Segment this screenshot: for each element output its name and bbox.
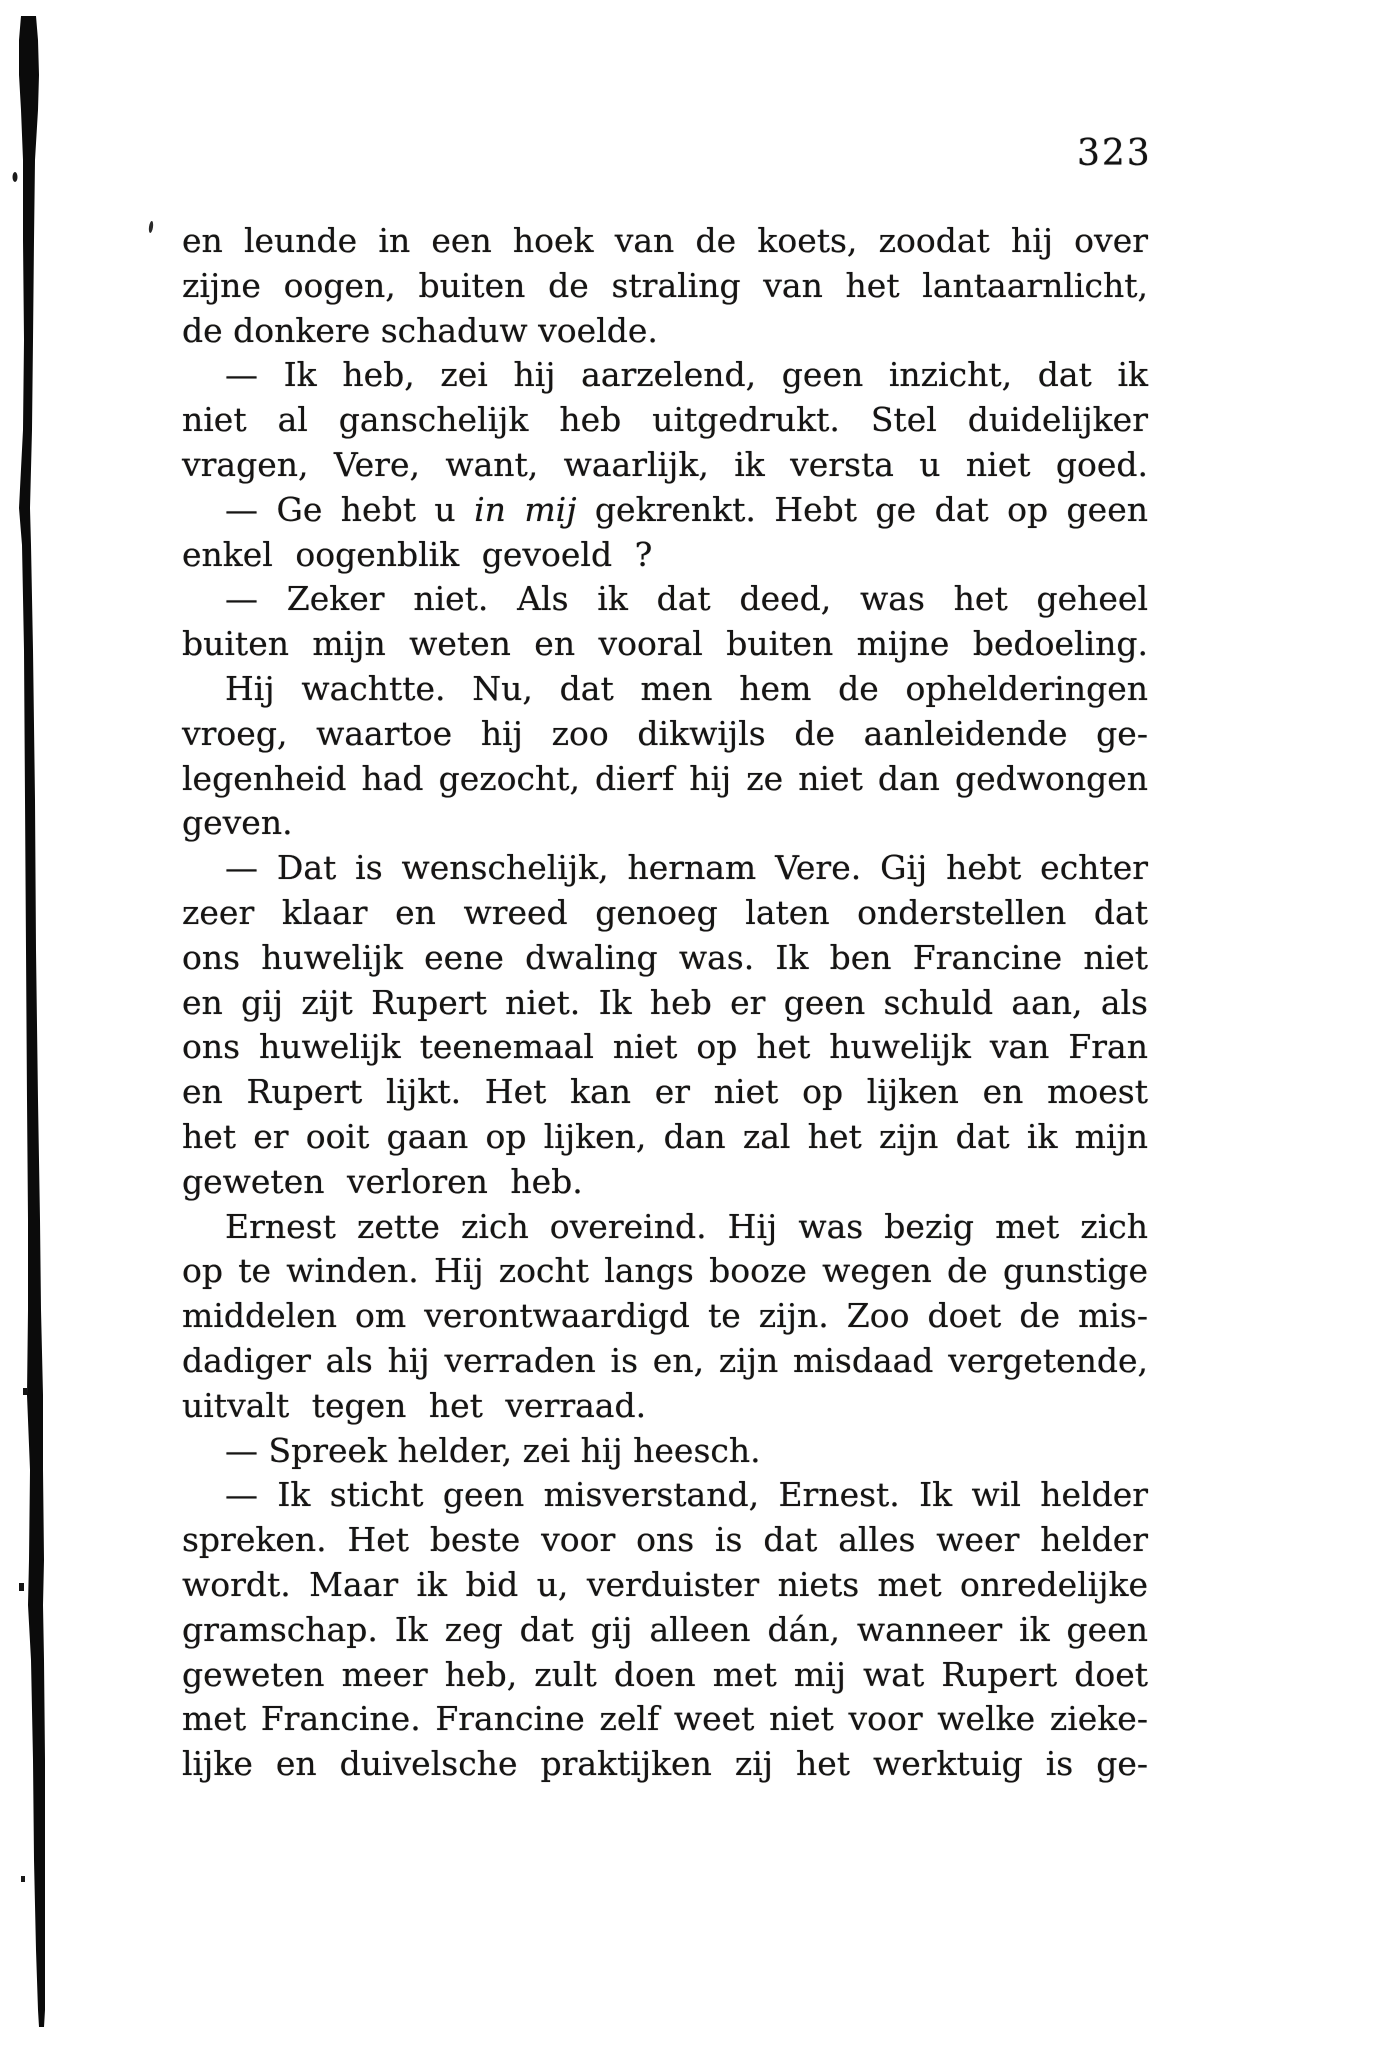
text-line: niet al ganschelijk heb uitgedrukt. Stel duidelijker xyxy=(182,400,1148,440)
text-line: vroeg, waartoe hij zoo dikwijls de aanleidende ge- xyxy=(182,713,1148,753)
text-line xyxy=(182,488,1148,533)
text-line: geweten verloren heb. xyxy=(182,1161,583,1201)
text-line: — Ik sticht geen misverstand, Ernest. Ik wil helder xyxy=(225,1475,1148,1515)
text-line: Ernest zette zich overeind. Hij was bezig met zich xyxy=(225,1206,1148,1246)
text-line: — Spreek helder, zei hij heesch. xyxy=(225,1430,761,1470)
text-line: zeer klaar en wreed genoeg laten onderstellen dat xyxy=(182,892,1148,932)
text-line: ons huwelijk eene dwaling was. Ik ben Francine niet xyxy=(182,937,1148,977)
text-line: en leunde in een hoek van de koets, zoodat hij over xyxy=(182,221,1148,260)
margin-ink-speck xyxy=(145,218,157,236)
text-line: vragen, Vere, want, waarlijk, ik versta u niet goed. xyxy=(182,444,1148,484)
text-line: — Ik heb, zei hij aarzelend, geen inzicht, dat ik xyxy=(225,355,1148,395)
text-line: buiten mijn weten en vooral buiten mijne bedoeling. xyxy=(182,624,1148,664)
text-line: met Francine. Francine zelf weet niet voor welke zieke- xyxy=(182,1699,1148,1739)
text-line: middelen om verontwaardigd te zijn. Zoo doet de mis- xyxy=(182,1296,1148,1336)
text-line: — Dat is wenschelijk, hernam Vere. Gij hebt echter xyxy=(225,848,1148,888)
text-line: ons huwelijk teenemaal niet op het huwelijk van Fran xyxy=(182,1027,1148,1067)
text-line: en gij zijt Rupert niet. Ik heb er geen schuld aan, als xyxy=(182,982,1148,1022)
line-segment: gekrenkt. Hebt ge dat op geen xyxy=(576,489,1148,529)
text-line: lijke en duivelsche praktijken zij het werktuig is ge- xyxy=(182,1744,1148,1784)
text-line: spreken. Het beste voor ons is dat alles weer helder xyxy=(182,1520,1148,1560)
text-line: enkel oogenblik gevoeld ? xyxy=(182,534,653,574)
italic-segment: in mij xyxy=(474,489,577,529)
text-line: wordt. Maar ik bid u, verduister niets met onredelijke xyxy=(182,1564,1148,1604)
text-line: — Zeker niet. Als ik dat deed, was het geheel xyxy=(225,579,1148,619)
text-line: en Rupert lijkt. Het kan er niet op lijken en moest xyxy=(182,1072,1148,1112)
text-line: gramschap. Ik zeg dat gij alleen dán, wanneer ik geen xyxy=(182,1609,1148,1649)
text-line: het er ooit gaan op lijken, dan zal het zijn dat ik mijn xyxy=(182,1116,1148,1156)
body-text xyxy=(182,219,1148,1787)
line-segment: — Ge hebt u xyxy=(225,489,475,529)
ink-speck xyxy=(21,1876,25,1882)
text-line: op te winden. Hij zocht langs booze wegen de gunstige xyxy=(182,1251,1148,1291)
text-line: zijne oogen, buiten de straling van het lantaarnlicht, xyxy=(182,265,1148,305)
ink-speck xyxy=(23,1388,27,1395)
ink-speck xyxy=(13,172,18,182)
text-line: Hij wachtte. Nu, dat men hem de ophelderingen xyxy=(225,668,1148,708)
binding-shadow-band xyxy=(0,0,70,2045)
text-line: legenheid had gezocht, dierf hij ze niet dan gedwongen xyxy=(182,758,1148,798)
text-line: dadiger als hij verraden is en, zijn misdaad vergetende, xyxy=(182,1340,1148,1380)
text-line: geven. xyxy=(182,803,293,843)
page-number: 323 xyxy=(1077,133,1152,174)
text-line: geweten meer heb, zult doen met mij wat Rupert doet xyxy=(182,1654,1148,1694)
ink-speck xyxy=(19,1583,24,1591)
text-line: uitvalt tegen het verraad. xyxy=(182,1385,647,1425)
text-line: de donkere schaduw voelde. xyxy=(182,310,658,350)
